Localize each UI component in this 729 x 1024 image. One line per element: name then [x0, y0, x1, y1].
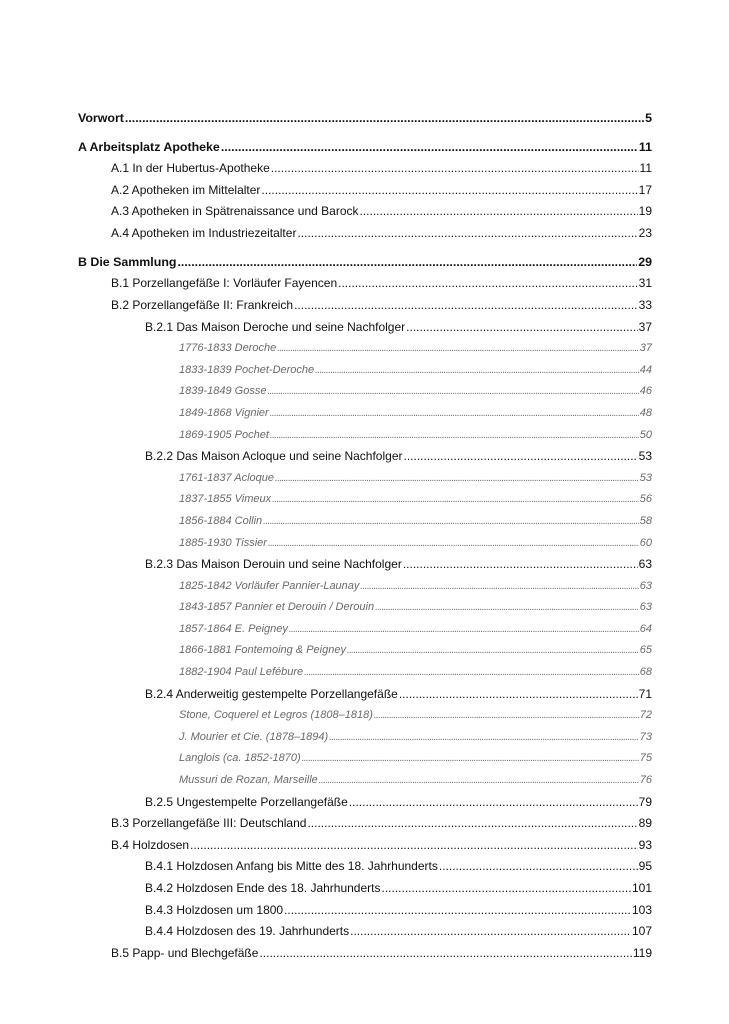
dot-leader — [315, 360, 639, 382]
toc-entry-page-number: 44 — [639, 363, 652, 376]
toc-entry-title: 1882-1904 Paul Lefébure — [179, 666, 304, 679]
toc-entry[interactable] — [78, 770, 652, 792]
toc-entry[interactable] — [78, 727, 652, 749]
toc-entry[interactable] — [78, 878, 652, 900]
toc-entry[interactable] — [78, 201, 652, 223]
toc-entry[interactable] — [78, 252, 652, 273]
toc-entry[interactable] — [78, 943, 652, 965]
toc-entry-title: 1833-1839 Pochet-Deroche — [179, 363, 315, 376]
toc-entry-page-number: 73 — [639, 730, 652, 743]
toc-entry-title: B.4.1 Holzdosen Anfang bis Mitte des 18. Jahrhunderts — [145, 859, 438, 874]
toc-entry[interactable] — [78, 317, 652, 339]
dot-leader — [350, 921, 631, 943]
dot-leader — [177, 252, 637, 274]
toc-entry-page-number: 29 — [638, 255, 652, 270]
toc-entry-title: 1837-1855 Vimeux — [179, 493, 272, 506]
toc-entry-title: Mussuri de Rozan, Marseille — [179, 774, 318, 787]
dot-leader — [406, 317, 637, 339]
toc-entry-page-number: 37 — [639, 342, 652, 355]
toc-entry-title: Stone, Coquerel et Legros (1808–1818) — [179, 709, 373, 722]
toc-entry-page-number: 17 — [638, 182, 652, 197]
toc-entry[interactable] — [78, 554, 652, 576]
toc-entry[interactable] — [78, 748, 652, 770]
toc-entry-page-number: 72 — [639, 709, 652, 722]
dot-leader — [329, 727, 639, 749]
toc-entry-page-number: 65 — [639, 644, 652, 657]
dot-leader — [263, 511, 639, 533]
toc-entry[interactable] — [78, 360, 652, 382]
toc-entry-title: B.4 Holzdosen — [111, 837, 190, 852]
toc-entry[interactable] — [78, 662, 652, 684]
toc-entry-page-number: 63 — [639, 579, 652, 592]
toc-entry-page-number: 107 — [631, 924, 652, 939]
toc-entry-title: B.4.4 Holzdosen des 19. Jahrhunderts — [145, 924, 350, 939]
toc-entry-title: B.2.2 Das Maison Acloque und seine Nachfolger — [145, 449, 403, 464]
toc-entry-page-number: 103 — [631, 902, 652, 917]
toc-entry-title: B.4.3 Holzdosen um 1800 — [145, 902, 284, 917]
toc-entry-page-number: 5 — [645, 111, 652, 125]
dot-leader — [190, 835, 638, 857]
toc-entry-title: B.2.1 Das Maison Deroche und seine Nachfolger — [145, 319, 406, 334]
toc-entry[interactable] — [78, 640, 652, 662]
dot-leader — [360, 576, 638, 598]
toc-entry[interactable] — [78, 684, 652, 706]
toc-entry-page-number: 46 — [639, 385, 652, 398]
dot-leader — [272, 489, 639, 511]
toc-entry[interactable] — [78, 900, 652, 922]
toc-entry[interactable] — [78, 533, 652, 555]
dot-leader — [125, 108, 644, 130]
toc-entry-title: Vorwort — [78, 111, 124, 125]
toc-entry-title: B.2.4 Anderweitig gestempelte Porzellangefäße — [145, 686, 398, 701]
toc-entry-title: 1869-1905 Pochet — [179, 428, 269, 441]
dot-leader — [403, 554, 638, 576]
dot-leader — [275, 468, 639, 490]
toc-entry[interactable] — [78, 705, 652, 727]
toc-entry-page-number: 37 — [638, 319, 652, 334]
dot-leader — [360, 201, 638, 223]
toc-entry[interactable] — [78, 921, 652, 943]
toc-entry-page-number: 119 — [632, 945, 652, 960]
dot-leader — [284, 900, 631, 922]
toc-entry-page-number: 63 — [638, 557, 652, 572]
toc-entry-title: A.2 Apotheken im Mittelalter — [111, 182, 261, 197]
toc-entry[interactable] — [78, 137, 652, 158]
dot-leader — [297, 223, 637, 245]
dot-leader — [307, 813, 637, 835]
toc-entry[interactable] — [78, 576, 652, 598]
toc-entry-page-number: 11 — [638, 140, 652, 154]
toc-entry-page-number: 95 — [638, 859, 652, 874]
toc-entry-page-number: 75 — [639, 752, 652, 765]
dot-leader — [399, 684, 638, 706]
dot-leader — [270, 425, 639, 447]
toc-entry-title: B.3 Porzellangefäße III: Deutschland — [111, 816, 307, 831]
toc-entry[interactable] — [78, 158, 652, 180]
toc-entry[interactable] — [78, 597, 652, 619]
dot-leader — [375, 597, 639, 619]
dot-leader — [349, 792, 638, 814]
toc-entry-title: B.2.3 Das Maison Derouin und seine Nachfolger — [145, 557, 402, 572]
toc-entry-page-number: 68 — [639, 666, 652, 679]
toc-entry-page-number: 60 — [639, 536, 652, 549]
dot-leader — [289, 619, 639, 641]
toc-entry[interactable] — [78, 295, 652, 317]
dot-leader — [277, 338, 639, 360]
toc-entry[interactable] — [78, 619, 652, 641]
dot-leader — [221, 137, 638, 159]
toc-entry-page-number: 23 — [638, 225, 652, 240]
toc-entry-page-number: 64 — [639, 622, 652, 635]
dot-leader — [439, 856, 638, 878]
toc-entry-title: 1849-1868 Vignier — [179, 406, 269, 419]
dot-leader — [404, 446, 638, 468]
toc-entry-title: 1825-1842 Vorläufer Pannier-Launay — [179, 579, 360, 592]
toc-entry-page-number: 58 — [639, 514, 652, 527]
toc-entry[interactable] — [78, 223, 652, 245]
toc-entry[interactable] — [78, 425, 652, 447]
toc-entry[interactable] — [78, 108, 652, 129]
dot-leader — [270, 403, 639, 425]
toc-entry-page-number: 53 — [638, 449, 652, 464]
toc-entry-page-number: 56 — [639, 493, 652, 506]
toc-entry-title: 1843-1857 Pannier et Derouin / Derouin — [179, 601, 375, 614]
dot-leader — [268, 533, 639, 555]
toc-entry[interactable] — [78, 273, 652, 295]
dot-leader — [382, 878, 631, 900]
dot-leader — [304, 662, 639, 684]
dot-leader — [302, 748, 639, 770]
toc-entry-title: B.1 Porzellangefäße I: Vorläufer Fayencen — [111, 276, 338, 291]
toc-entry-title: 1885-1930 Tissier — [179, 536, 267, 549]
toc-entry-page-number: 76 — [639, 774, 652, 787]
toc-entry-page-number: 53 — [639, 471, 652, 484]
toc-entry-title: B.2 Porzellangefäße II: Frankreich — [111, 297, 294, 312]
table-of-contents — [78, 108, 652, 964]
toc-entry[interactable] — [78, 381, 652, 403]
dot-leader — [347, 640, 639, 662]
toc-entry[interactable] — [78, 835, 652, 857]
toc-entry-page-number: 79 — [638, 794, 652, 809]
toc-entry[interactable] — [78, 446, 652, 468]
toc-entry-title: B.2.5 Ungestempelte Porzellangefäße — [145, 794, 348, 809]
toc-entry-title: J. Mourier et Cie. (1878–1894) — [179, 730, 329, 743]
dot-leader — [267, 381, 638, 403]
toc-entry-title: 1866-1881 Fontemoing & Peigney — [179, 644, 346, 657]
toc-entry-title: 1856-1884 Collin — [179, 514, 263, 527]
toc-entry[interactable] — [78, 856, 652, 878]
toc-entry-page-number: 89 — [638, 816, 652, 831]
toc-entry[interactable] — [78, 489, 652, 511]
toc-entry[interactable] — [78, 180, 652, 202]
toc-entry-page-number: 63 — [639, 601, 652, 614]
toc-entry-page-number: 19 — [638, 204, 652, 219]
dot-leader — [259, 943, 631, 965]
dot-leader — [338, 273, 638, 295]
toc-entry-title: B Die Sammlung — [78, 255, 177, 270]
toc-entry-page-number: 11 — [639, 161, 652, 175]
toc-entry-title: A.4 Apotheken im Industriezeitalter — [111, 225, 297, 240]
toc-entry-page-number: 31 — [638, 276, 652, 291]
dot-leader — [294, 295, 638, 317]
toc-entry-title: A Arbeitsplatz Apotheke — [78, 140, 220, 154]
toc-entry[interactable] — [78, 338, 652, 360]
toc-entry-title: B.5 Papp- und Blechgefäße — [111, 945, 259, 960]
toc-entry-title: 1839-1849 Gosse — [179, 385, 267, 398]
dot-leader — [261, 180, 637, 202]
dot-leader — [271, 158, 639, 180]
toc-entry-title: A.3 Apotheken in Spätrenaissance und Barock — [111, 204, 359, 219]
toc-entry-page-number: 50 — [639, 428, 652, 441]
toc-entry[interactable] — [78, 403, 652, 425]
dot-leader — [374, 705, 639, 727]
toc-entry[interactable] — [78, 813, 652, 835]
toc-entry-page-number: 101 — [631, 881, 652, 895]
toc-entry-page-number: 93 — [638, 837, 652, 852]
toc-entry-title: A.1 In der Hubertus-Apotheke — [111, 161, 270, 175]
toc-entry-page-number: 48 — [639, 406, 652, 419]
toc-entry[interactable] — [78, 511, 652, 533]
dot-leader — [319, 770, 639, 792]
toc-entry[interactable] — [78, 792, 652, 814]
toc-entry-title: Langlois (ca. 1852-1870) — [179, 752, 301, 765]
toc-entry-title: B.4.2 Holzdosen Ende des 18. Jahrhunderts — [145, 881, 381, 895]
toc-entry[interactable] — [78, 468, 652, 490]
toc-entry-title: 1776-1833 Deroche — [179, 342, 277, 355]
toc-entry-title: 1857-1864 E. Peigney — [179, 622, 288, 635]
toc-entry-page-number: 71 — [638, 686, 652, 701]
toc-entry-title: 1761-1837 Acloque — [179, 471, 275, 484]
toc-entry-page-number: 33 — [638, 297, 652, 312]
